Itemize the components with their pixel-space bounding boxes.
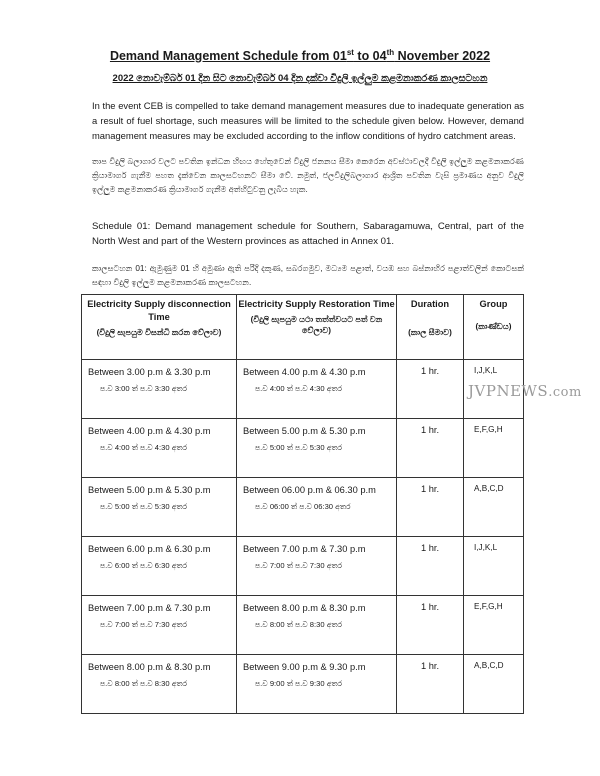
watermark: JVPNEWS.com	[468, 382, 582, 400]
table-row	[82, 478, 524, 537]
schedule-table	[81, 294, 524, 714]
header-restoration: Electricity Supply Restoration Time (විදුලි සැපයුම යථා තත්ත්වයට පත් වන වේලාව)	[237, 295, 397, 360]
table-row	[82, 537, 524, 596]
duration-cell: 1 hr.	[397, 360, 464, 419]
restoration-cell: Between 5.00 p.m & 5.30 p.m ප.ව 5:00 ත් ප.ව 5:30 අතර	[237, 419, 397, 478]
group-cell: A,B,C,D	[464, 655, 524, 714]
header-duration: Duration (කාල සීමාව)	[397, 295, 464, 360]
schedule-description: Schedule 01: Demand management schedule for Southern, Sabaragamuwa, Central, part of the North West and part of the Western provinces as attached in Annex 01.	[92, 221, 524, 247]
restoration-cell: Between 4.00 p.m & 4.30 p.m ප.ව 4:00 ත් ප.ව 4:30 අතර	[237, 360, 397, 419]
disconnection-cell: Between 6.00 p.m & 6.30 p.m ප.ව 6:00 ත් ප.ව 6:30 අතර	[82, 537, 237, 596]
schedule-description-sinhala: කාලසටහන 01: ඇමුණුම 01 හි අමුණා ඇති පරිදි දකුණ, සබරගමුව, මධ්‍යම පළාත්, වයඹ සහ බස්නාහිර පළාත්වලින් කොටසක් සඳහා විදුලි ඉල්ලුම කළමනාකරණ කාලසටහන.	[92, 264, 524, 287]
group-cell: E,F,G,H	[464, 419, 524, 478]
sinhala-subtitle: 2022 නොවැම්බර් 01 දින සිට නොවැම්බර් 04 දින දක්වා විදුලි ඉල්ලුම කළමනාකරණ කාලසටහන	[112, 73, 488, 84]
table-row	[82, 419, 524, 478]
duration-cell: 1 hr.	[397, 419, 464, 478]
group-cell: E,F,G,H	[464, 596, 524, 655]
restoration-cell: Between 7.00 p.m & 7.30 p.m ප.ව 7:00 ත් ප.ව 7:30 අතර	[237, 537, 397, 596]
table-row	[82, 655, 524, 714]
table-row	[82, 596, 524, 655]
group-cell: I,J,K,L	[464, 537, 524, 596]
disconnection-cell: Between 7.00 p.m & 7.30 p.m ප.ව 7:00 ත් ප.ව 7:30 අතර	[82, 596, 237, 655]
duration-cell: 1 hr.	[397, 596, 464, 655]
page-title: Demand Management Schedule from 01st to 04th November 2022	[109, 48, 491, 64]
group-cell: I,J,K,L	[464, 360, 524, 419]
table-row	[82, 360, 524, 419]
disconnection-cell: Between 5.00 p.m & 5.30 p.m ප.ව 5:00 ත් ප.ව 5:30 අතර	[82, 478, 237, 537]
disconnection-cell: Between 8.00 p.m & 8.30 p.m ප.ව 8:00 ත් ප.ව 8:30 අතර	[82, 655, 237, 714]
header-group: Group (කාණ්ඩය)	[464, 295, 524, 360]
table-header-row	[82, 295, 524, 360]
duration-cell: 1 hr.	[397, 537, 464, 596]
restoration-cell: Between 9.00 p.m & 9.30 p.m ප.ව 9:00 ත් ප.ව 9:30 අතර	[237, 655, 397, 714]
duration-cell: 1 hr.	[397, 478, 464, 537]
duration-cell: 1 hr.	[397, 655, 464, 714]
disconnection-cell: Between 4.00 p.m & 4.30 p.m ප.ව 4:00 ත් ප.ව 4:30 අතර	[82, 419, 237, 478]
restoration-cell: Between 06.00 p.m & 06.30 p.m ප.ව 06:00 ත් ප.ව 06:30 අතර	[237, 478, 397, 537]
intro-paragraph-english: In the event CEB is compelled to take demand management measures due to inadequate generation as a result of fuel shortage, such measures will be limited to the schedule given below. However, demand management measures may be excluded according to the inflow conditions of hydro catchment areas.	[92, 100, 524, 141]
disconnection-cell: Between 3.00 p.m & 3.30 p.m ප.ව 3:00 ත් ප.ව 3:30 අතර	[82, 360, 237, 419]
restoration-cell: Between 8.00 p.m & 8.30 p.m ප.ව 8:00 ත් ප.ව 8:30 අතර	[237, 596, 397, 655]
header-disconnection: Electricity Supply disconnection Time (විදුලි සැපයුම විසන්ධි කරන වේලාව)	[82, 295, 237, 360]
group-cell: A,B,C,D	[464, 478, 524, 537]
intro-paragraph-sinhala: තාප විදුලි බලාගාර වලට පවතින ඉන්ධන හිඟය හේතුවෙන් විදුලි ජනනය සීමා කෙරෙන අවස්ථාවලදී විදුලි ඉල්ලුම කළමනාකරණ ක්‍රියාමාර්ග ගැනීම පහත දැක්වෙන කාලසටහනට සීමා වේ. නමුත්, ජලවිදුලිබලාගාර ආශ්‍රිත පවතින වැසි ප්‍රමාණය අනුව විදුලි ඉල්ලුම කළමනාකරණ ක්‍රියාමාර්ග ගැනීම අත්හිටුවනු ලැබිය හැක.	[92, 157, 524, 194]
